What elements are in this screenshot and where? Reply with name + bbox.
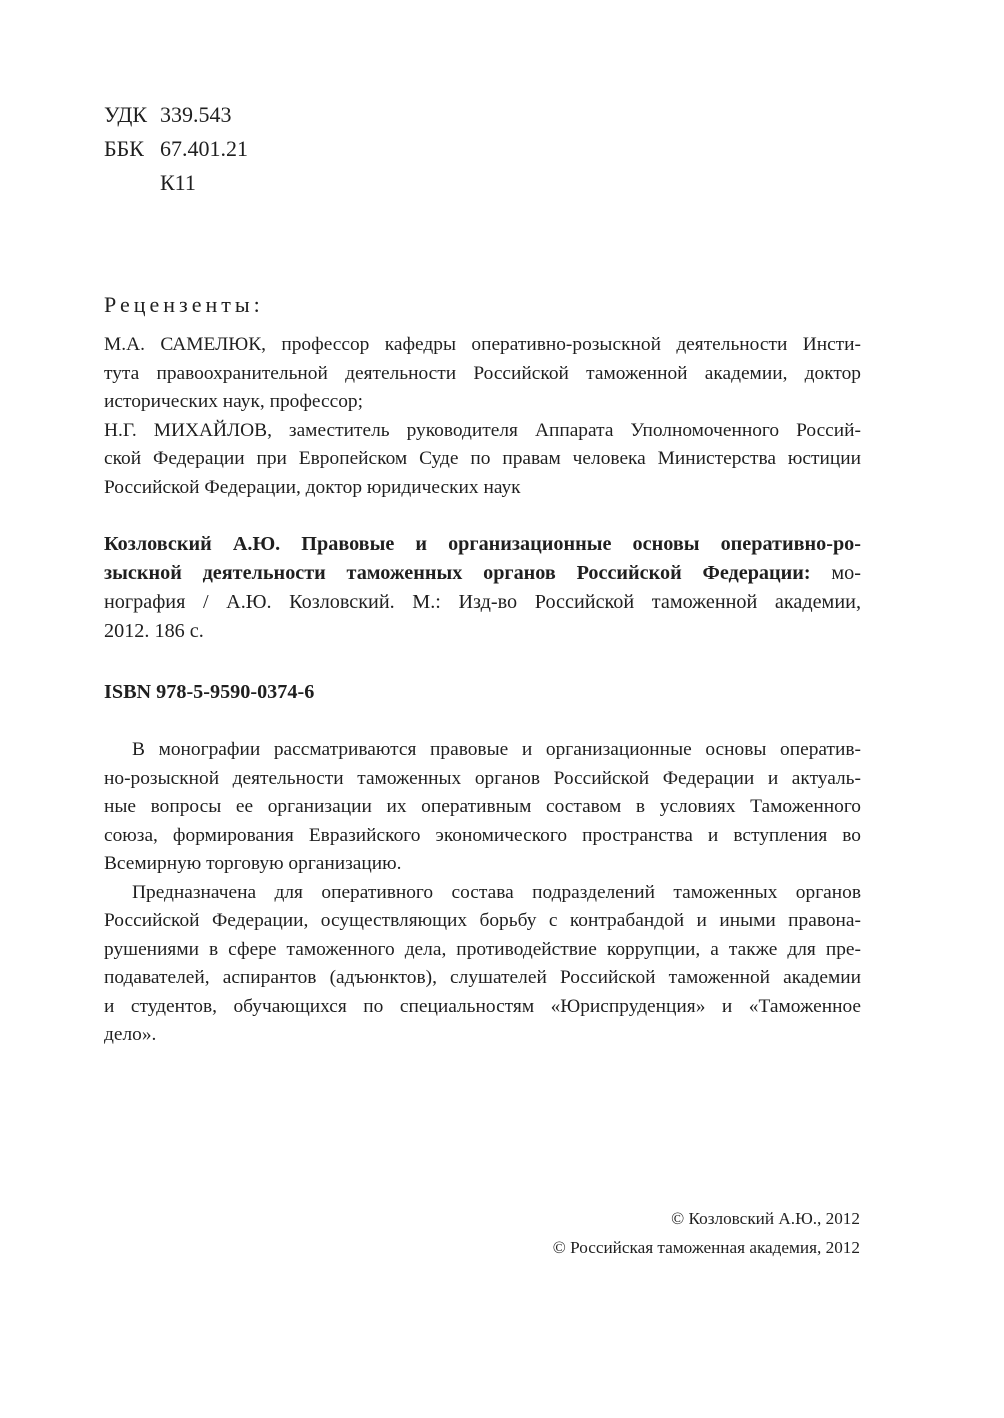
reviewer-line: Н.Г. МИХАЙЛОВ, заместитель руководителя Аппарата Уполномоченного Россий- xyxy=(104,419,861,441)
reviewers-heading: Рецензенты: xyxy=(104,292,264,317)
bib-line-3: нография / А.Ю. Козловский. М.: Изд-во Российской таможенной академии, xyxy=(104,591,861,613)
classification-codes xyxy=(104,98,248,200)
bbk-row xyxy=(104,132,248,166)
author-sign: К11 xyxy=(160,170,196,195)
author-sign-row xyxy=(104,166,248,200)
bib-line-4: 2012. 186 с. xyxy=(104,620,204,642)
bib-title-end: зыскной деятельности таможенных органов Российской Федерации: xyxy=(104,562,811,584)
abstract-line: но-розыскной деятельности таможенных органов Российской Федерации и актуаль- xyxy=(104,767,861,789)
bib-line-1: Козловский А.Ю. Правовые и организационные основы оперативно-ро- xyxy=(104,533,861,555)
abstract-line: и студентов, обучающихся по специальностям «Юриспруденция» и «Таможенное xyxy=(104,995,861,1017)
abstract-line: рушениями в сфере таможенного дела, противодействие коррупции, а также для пре- xyxy=(104,938,861,960)
reviewer-line: Российской Федерации, доктор юридических наук xyxy=(104,476,521,498)
copyright-block xyxy=(553,1204,860,1262)
bibliographic-description xyxy=(104,530,861,646)
copyright-author: © Козловский А.Ю., 2012 xyxy=(671,1209,860,1228)
reviewer-line: исторических наук, профессор; xyxy=(104,391,363,412)
abstract-line: дело». xyxy=(104,1024,157,1045)
abstract-line: Предназначена для оперативного состава подразделений таможенных органов xyxy=(132,881,861,903)
bib-line-2 xyxy=(104,559,861,588)
abstract-line: ные вопросы ее организации их оперативным составом в условиях Таможенного xyxy=(104,796,861,817)
reviewer-line: М.А. САМЕЛЮК, профессор кафедры оперативно-розыскной деятельности Инсти- xyxy=(104,334,861,355)
abstract-line: Всемирную торговую организацию. xyxy=(104,853,402,874)
bib-type-start: мо- xyxy=(810,562,861,584)
isbn: ISBN 978-5-9590-0374-6 xyxy=(104,681,315,703)
udk-label: УДК xyxy=(104,102,148,127)
reviewer-line: ской Федерации при Европейском Суде по правам человека Министерства юстиции xyxy=(104,448,861,469)
abstract-line: подавателей, аспирантов (адъюнктов), слушателей Российской таможенной академии xyxy=(104,967,861,988)
abstract-line: союза, формирования Евразийского экономического пространства и вступления во xyxy=(104,824,861,846)
udk-value: 339.543 xyxy=(160,102,232,127)
reviewers-list xyxy=(104,331,861,502)
udk-row xyxy=(104,98,248,132)
reviewer-line: тута правоохранительной деятельности Российской таможенной академии, доктор xyxy=(104,362,861,384)
abstract-paragraph-2 xyxy=(104,879,861,1050)
abstract-line: Российской Федерации, осуществляющих борьбу с контрабандой и иными правона- xyxy=(104,910,861,931)
bbk-value: 67.401.21 xyxy=(160,136,248,161)
abstract-paragraph-1 xyxy=(104,736,861,879)
copyright-publisher: © Российская таможенная академия, 2012 xyxy=(552,1238,860,1257)
abstract xyxy=(104,736,861,1050)
abstract-line: В монографии рассматриваются правовые и организационные основы оператив- xyxy=(132,739,861,760)
bbk-label: ББК xyxy=(104,136,144,161)
